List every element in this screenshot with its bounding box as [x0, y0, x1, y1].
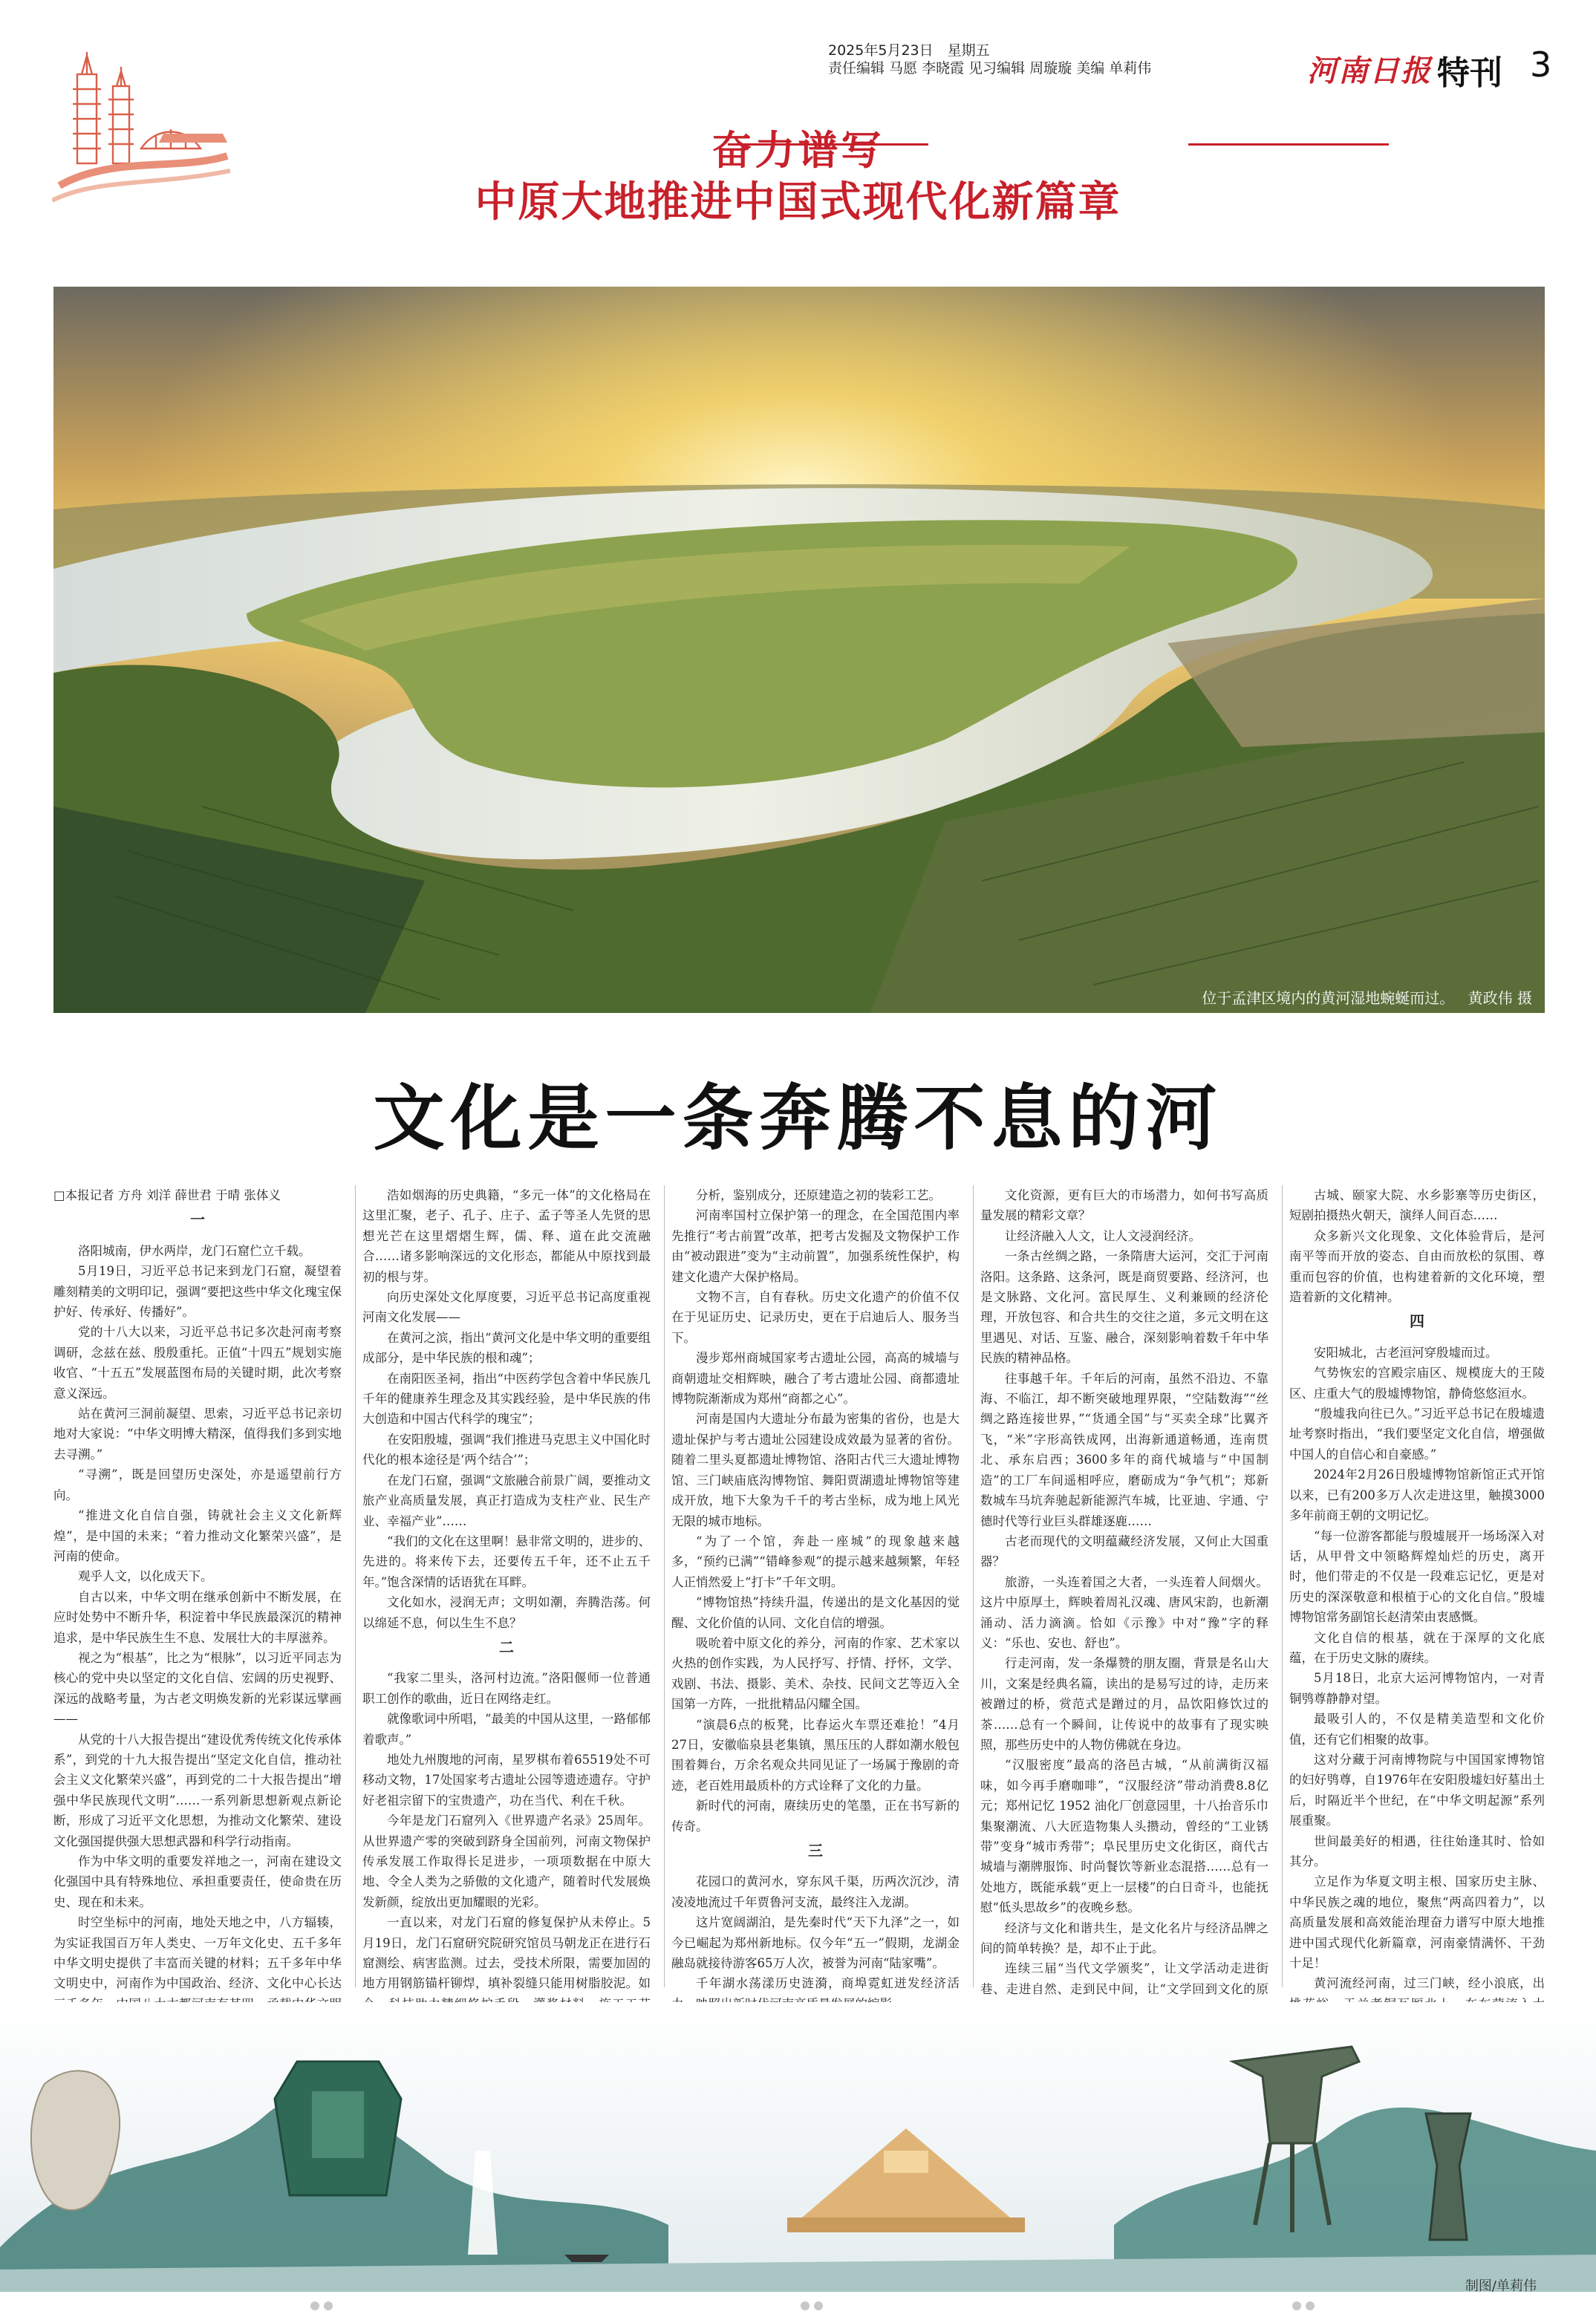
paragraph: 从党的十八大报告提出“建设优秀传统文化传承体系”，到党的十九大报告提出“坚定文化自信，推动社会主义文化繁荣兴盛”，再到党的二十大报告提出“增强中华民族现代文明”……一系列新思想新观点新论断，形成了习近平文化思想，为推动文化繁荣、建设文化强国提供强大思想武器和科学行动指南。: [53, 1732, 342, 1848]
paragraph: 站在黄河三洞前凝望、思索，习近平总书记亲切地对大家说：“中华文明博大精深，值得我们多到实地去寻溯。”: [53, 1407, 342, 1462]
page-indicator: [310, 2299, 337, 2313]
paragraph: 黄河流经河南，过三门峡，经小浪底，出: [1314, 1976, 1545, 1991]
paragraph: “为了一个馆，奔赴一座城”的现象越来越多，“预约已满”“错峰参观”的提示越来越频繁，年轻人正悄然爱上“打卡”千年文明。: [671, 1534, 960, 1589]
column-divider: [355, 1185, 356, 1987]
paragraph: 花园口的黄河水，穿东风千渠，历两次沉沙，清凌凌地流过千年贾鲁河支流，最终注入龙湖。: [671, 1874, 960, 1909]
paragraph: 文化资源，更有巨大的市场潜力，如何书写高质量发展的精彩文章？: [980, 1188, 1268, 1223]
issue-info: [828, 42, 1151, 77]
caption-text: 位于孟津区境内的黄河湿地蜿蜒而过。: [1202, 989, 1455, 1007]
paragraph: 5月18日，北京大运河博物馆内，一对青铜鸮尊静静对望。: [1289, 1671, 1545, 1706]
paragraph: 观乎人文，以化成天下。: [78, 1569, 213, 1584]
paragraph: 最吸引人的，不仅是精美造型和文化价值，还有它们相聚的故事。: [1289, 1712, 1545, 1747]
section-name: 特刊: [1437, 54, 1502, 92]
paragraph: 向历史深处文化厚度要，习近平总书记高度重视河南文化发展——: [362, 1290, 651, 1325]
paragraph: 经济与文化和谐共生，是文化名片与经济品牌之间的简单转换？是，却不止于此。: [980, 1920, 1268, 1956]
paragraph: “推进文化自信自强，铸就社会主义文化新辉煌”，是中国的未来；“着力推动文化繁荣兴盛”，是河南的使命。: [53, 1508, 342, 1563]
paragraph: 古城、颐家大院、水乡影寨等历史街区，短剧拍摄热火朝天，演绎人间百态……: [1289, 1188, 1545, 1223]
paragraph: 文化如水，浸润无声；文明如潮，奔腾浩荡。何以绵延不息，何以生生不息？: [362, 1595, 651, 1630]
paragraph: 新时代的河南，赓续历史的笔墨，正在书写新的传奇。: [671, 1799, 960, 1834]
article-title: 文化是一条奔腾不息的河: [373, 1077, 1223, 1160]
column-divider: [973, 1185, 974, 1987]
paragraph: 今年是龙门石窟列入《世界遗产名录》25周年。从世界遗产零的突破到跻身全国前列，河南文物保护传承发展工作取得长足进步，一项项数据在中原大地、令全人类为之骄傲的文化遗产，随着时代发展焕发新颜，绽放出更加耀眼的光彩。: [362, 1814, 651, 1909]
newspaper-logo: 河南日报: [1307, 53, 1432, 88]
paragraph: 洛阳城南，伊水两岸，龙门石窟伫立千载。: [78, 1243, 311, 1258]
illustration-credit: 制图/单莉伟: [1465, 2278, 1537, 2294]
paragraph: “我家二里头，洛河村边流。”洛阳偃师一位普通职工创作的歌曲，近日在网络走红。: [362, 1671, 651, 1706]
section-heading-3: 三: [808, 1842, 823, 1860]
yellow-river-photo: [53, 287, 1545, 1013]
paragraph: 旅游，一头连着国之大者，一头连着人间烟火。这片中原厚土，辉映着周礼汉魂、唐风宋韵，也新潮涌动、活力滴滴。恰如《示豫》中对“豫”字的释义：“乐也、安也、舒也”。: [980, 1574, 1268, 1650]
paragraph: 时空坐标中的河南，地处天地之中，八方辐辏，为实证我国百万年人类史、一万年文化史、五千多年中华文明史提供了丰富而关键的材料；五千多年中华文明史中，河南作为中国政治、经济、文化中心长达: [53, 1915, 342, 1991]
paragraph: 作为中华文明的重要发祥地之一，河南在建设文化强国中具有特殊地位、承担重要责任，使命贵在历史、现在和未来。: [53, 1854, 342, 1909]
section-heading-2: 二: [499, 1638, 514, 1656]
page-indicator: [1292, 2299, 1319, 2313]
paragraph: “博物馆热”持续升温，传递出的是文化基因的觉醒、文化价值的认同、文化自信的增强。: [671, 1595, 960, 1630]
section-heading-1: 一: [190, 1210, 205, 1229]
paragraph: 千年湖水荡漾历史涟漪，商埠霓虹迸发经济活: [696, 1976, 960, 1991]
paragraph: 这片宽阔湖泊，是先秦时代“天下九泽”之一，如今已崛起为郑州新地标。仅今年“五一”假期，龙湖金融岛就接待游客65万人次，被誉为河南“陆家嘴”。: [671, 1915, 960, 1971]
paragraph: 一直以来，对龙门石窟的修复保护从未停止。5月19日，龙门石窟研究院研究馆员马朝龙正在进行石窟测绘、病害监测。过去，受技术所限，需要加固的地方用钢筋锚杆铆焊，填补裂缝只能用树脂胶泥。如: [362, 1915, 651, 1991]
paragraph: “汉服密度”最高的洛邑古城，“从前满街汉福味，如今再手磨咖啡”，“汉服经济”带动消费8.8亿元；郑州记忆 1952 油化厂创意园里，十八抬音乐巾集聚潮流、八大匠造物集人头攒动，曾经的“工业锈带”变身“城市秀带”；阜民里历史文化街区，商代古城墙与潮牌服饰、时尚餐饮等新业态混搭……总有一处地方，既能承载“更上一层楼”的白日奇斗，也能抚慰“低头思故乡”的夜晚乡愁。: [980, 1758, 1268, 1915]
paragraph: 5月19日，习近平总书记来到龙门石窟，凝望着雕刻精美的文明印记，强调“要把这些中华文化瑰宝保护好、传承好、传播好”。: [53, 1264, 342, 1320]
paragraph: 行走河南，发一条爆赞的朋友圈，背景是名山大川，文案是经典名篇，读出的是易写过的诗，走历来被蹭过的桥，赏范式是蹭过的月，品饮阳修饮过的茶……总有一个瞬间，让传说中的故事有了现实映照，那些历史中的人物仿佛就在身边。: [980, 1656, 1268, 1752]
paragraph: 浩如烟海的历史典籍，“多元一体”的文化格局在这里汇聚，老子、孔子、庄子、孟子等圣人先贤的思想光芒在这里熠熠生辉，儒、释、道在此交流融合……诸多影响深远的文化形态，都能从中原找到最初的根与芽。: [362, 1188, 651, 1284]
paragraph: 立足作为华夏文明主根、国家历史主脉、中华民族之魂的地位，聚焦“两高四着力”，以高质量发展和高效能治理奋力谱写中原大地推进中国式现代化新篇章，河南豪情满怀、干劲十足！: [1289, 1874, 1545, 1971]
paragraph: 就像歌词中所唱，“最美的中国从这里，一路郁郁着歌声。”: [362, 1712, 651, 1747]
paragraph: 在安阳殷墟，强调“我们推进马克思主义中国化时代化的根本途径是‘两个结合’”；: [362, 1432, 651, 1467]
text-column-5: [1289, 1185, 1545, 2116]
paragraph: 自古以来，中华文明在继承创新中不断发展，在应时处势中不断升华，积淀着中华民族最深沉的精神追求，是中华民族生生不息、发展壮大的丰厚滋养。: [53, 1589, 342, 1645]
headline-rule-right: [1188, 143, 1389, 146]
paragraph: 众多新兴文化现象、文化体验背后，是河南平等而开放的姿态、自由而放松的氛围、尊重而包容的价值，也构建着新的文化环境，塑造着新的文化精神。: [1289, 1228, 1545, 1305]
page-number: 3: [1530, 45, 1552, 85]
paragraph: “寻溯”，既是回望历史深处，亦是遥望前行方向。: [53, 1467, 342, 1502]
paragraph: 安阳城北，古老洹河穿殷墟而过。: [1314, 1345, 1498, 1360]
paragraph: 让经济融入人文，让人文浸润经济。: [1005, 1228, 1201, 1243]
paragraph: 一条古丝绸之路，一条隋唐大运河，交汇于河南洛阳。这条路、这条河，既是商贸要路、经济河，也是文脉路、文化河。富民厚生、义利兼顾的经济伦理，开放包容、和合共生的交往之道，多元文明在这里遇见、对话、互鉴、融合，深刻影响着数千年中华民族的精神品格。: [980, 1249, 1268, 1366]
paragraph: “每一位游客都能与殷墟展开一场场深入对话，从甲骨文中领略辉煌灿烂的历史，离开时，他们带走的不仅是一段难忘记忆，更是对历史的深深敬意和根植于心的文化自信。”殷墟博物馆常务副馆长赵清荣由衷感慨。: [1289, 1528, 1545, 1625]
paragraph: 2024年2月26日殷墟博物馆新馆正式开馆以来，已有200多万人次走进这里，触摸3000多年前商王朝的文明记忆。: [1289, 1467, 1545, 1523]
paragraph: 往事越千年。千年后的河南，虽然不沿边、不靠海、不临江，却不断突破地理界限，“空陆数海”“丝绸之路连接世界，”“货通全国”与“买卖全球”比翼齐飞，“米”字形高铁成网，出海新通道畅通，连南贯北、承东启西；3600多年的商代城墙与“中国制造”的工厂车间遥相呼应，磨砺成为“争气机”；郑新数城车马坑奔驰起新能源汽车城，比亚迪、宇通、宁德时代等行业巨头群雄逐鹿……: [980, 1371, 1268, 1528]
column-divider: [1282, 1185, 1283, 1987]
paragraph: “殷墟我向往已久。”习近平总书记在殷墟遗址考察时指出，“我们要坚定文化自信，增强做中国人的自信心和自豪感。”: [1289, 1407, 1545, 1462]
issue-date: 2025年5月23日 星期五: [828, 42, 990, 59]
editors-line: 责任编辑 马愿 李晓霞 见习编辑 周璇璇 美编 单莉伟: [828, 60, 1152, 76]
paragraph: 地处九州腹地的河南，星罗棋布着65519处不可移动文物，17处国家考古遗址公园等遗迹遗存。守护好老祖宗留下的宝贵遗产，功在当代、利在千秋。: [362, 1752, 651, 1808]
text-column-2: [362, 1185, 651, 2055]
paragraph: 漫步郑州商城国家考古遗址公园，高高的城墙与商朝遗址交相辉映，融合了考古遗址公园、商都遗址博物院渐渐成为郑州“商都之心”。: [671, 1351, 960, 1407]
paragraph: 文物不言，自有春秋。历史文化遗产的价值不仅在于见证历史、记录历史，更在于启迪后人、服务当下。: [671, 1290, 960, 1345]
photo-credit: 黄政伟 摄: [1468, 989, 1532, 1007]
paragraph: 在黄河之滨，指出“黄河文化是中华文明的重要组成部分，是中华民族的根和魂”；: [362, 1330, 651, 1366]
paragraph: 党的十八大以来，习近平总书记多次赴河南考察调研，念兹在兹、殷殷重托。正值“十四五”规划实施收官、“十五五”发展蓝图布局的关键时期，此次考察意义深远。: [53, 1325, 342, 1401]
column-divider: [664, 1185, 665, 1987]
paragraph: 文化自信的根基，就在于深厚的文化底蕴，在于历史文脉的赓续。: [1289, 1630, 1545, 1665]
section-heading-4: 四: [1410, 1312, 1424, 1331]
paragraph: 河南是国内大遗址分布最为密集的省份，也是大遗址保护与考古遗址公园建设成效最为显著的省份。随着二里头夏都遗址博物馆、洛阳古代三大遗址博物馆、三门峡庙底沟博物馆、舞阳贾湖遗址博物馆等建成开放，地下大象为千千的考古坐标，成为地上风光无限的城市地标。: [671, 1412, 960, 1528]
paragraph: 古老而现代的文明蕴藏经济发展，又何止大国重器？: [980, 1534, 1268, 1569]
paragraph: 在龙门石窟，强调“文旅融合前景广阔，要推动文旅产业高质量发展，真正打造成为支柱产业、民生产业、幸福产业”……: [362, 1473, 651, 1528]
text-column-4: [980, 1185, 1268, 2081]
paragraph: 世间最美好的相遇，往往始逢其时、恰如其分。: [1289, 1834, 1545, 1868]
paragraph: 视之为“根基”，比之为“根脉”，以习近平同志为核心的党中央以坚定的文化自信、宏阔的历史视野、深远的战略考量，为古老文明焕发新的光彩谋远擘画——: [53, 1650, 342, 1727]
text-column-1: [53, 1185, 342, 2055]
paragraph: 气势恢宏的宫殿宗庙区、规模庞大的王陵区、庄重大气的殷墟博物馆，静倚悠悠洹水。: [1289, 1366, 1545, 1401]
text-column-3: [671, 1185, 960, 2035]
paragraph: 连续三届“当代文学颁奖”，让文学活动走进街巷、走进自然、走到民中间，让“文学回到文化的原: [980, 1961, 1268, 1996]
paragraph: 河南率国村立保护第一的理念，在全国范围内率先推行“考古前置”改革，把考古发掘及文物保护工作由“被动跟进”变为“主动前置”，加强系统性保护，构建文化遗产大保护格局。: [671, 1208, 960, 1284]
paragraph: “我们的文化在这里啊！悬非常文明的，进步的、先进的。将来传下去，还要传五千年，还不止五千年。”饱含深情的话语犹在耳畔。: [362, 1534, 651, 1589]
page-indicator: [801, 2299, 827, 2313]
cultural-relics-illustration: [0, 2002, 1596, 2292]
byline: □本报记者 方舟 刘洋 薛世君 于晴 张体义: [53, 1188, 281, 1202]
photo-caption: [1202, 986, 1532, 1008]
paragraph: 吸吮着中原文化的养分，河南的作家、艺术家以火热的创作实践，为人民抒写、抒情、抒怀，文学、戏剧、书法、摄影、美术、杂技、民间文艺等迈入全国第一方阵，一批批精品闪耀全国。: [671, 1635, 960, 1712]
paragraph: 这对分藏于河南博物院与中国国家博物馆的妇好鸮尊，自1976年在安阳殷墟妇好墓出土后，时隔近半个世纪，在“中华文明起源”系列展重聚。: [1289, 1752, 1545, 1828]
paragraph: 在南阳医圣祠，指出“中医药学包含着中华民族几千年的健康养生理念及其实践经验，是中华民族的伟大创造和中国古代科学的瑰宝”；: [362, 1371, 651, 1427]
headline-top: 奋力谱写: [711, 127, 885, 174]
paragraph: 分析，鉴别成分，还原建造之初的装彩工艺。: [696, 1188, 941, 1202]
headline-main: 中原大地推进中国式现代化新篇章: [475, 178, 1121, 227]
paragraph: “演晨6点的板凳，比春运火车票还难抢！”4月27日，安徽临泉县老集镇，黑压压的人群如潮水般包围着舞台，万余名观众共同见证了一场属于豫剧的奇迹，老百姓用最质朴的方式诠释了文化的力量。: [671, 1717, 960, 1793]
